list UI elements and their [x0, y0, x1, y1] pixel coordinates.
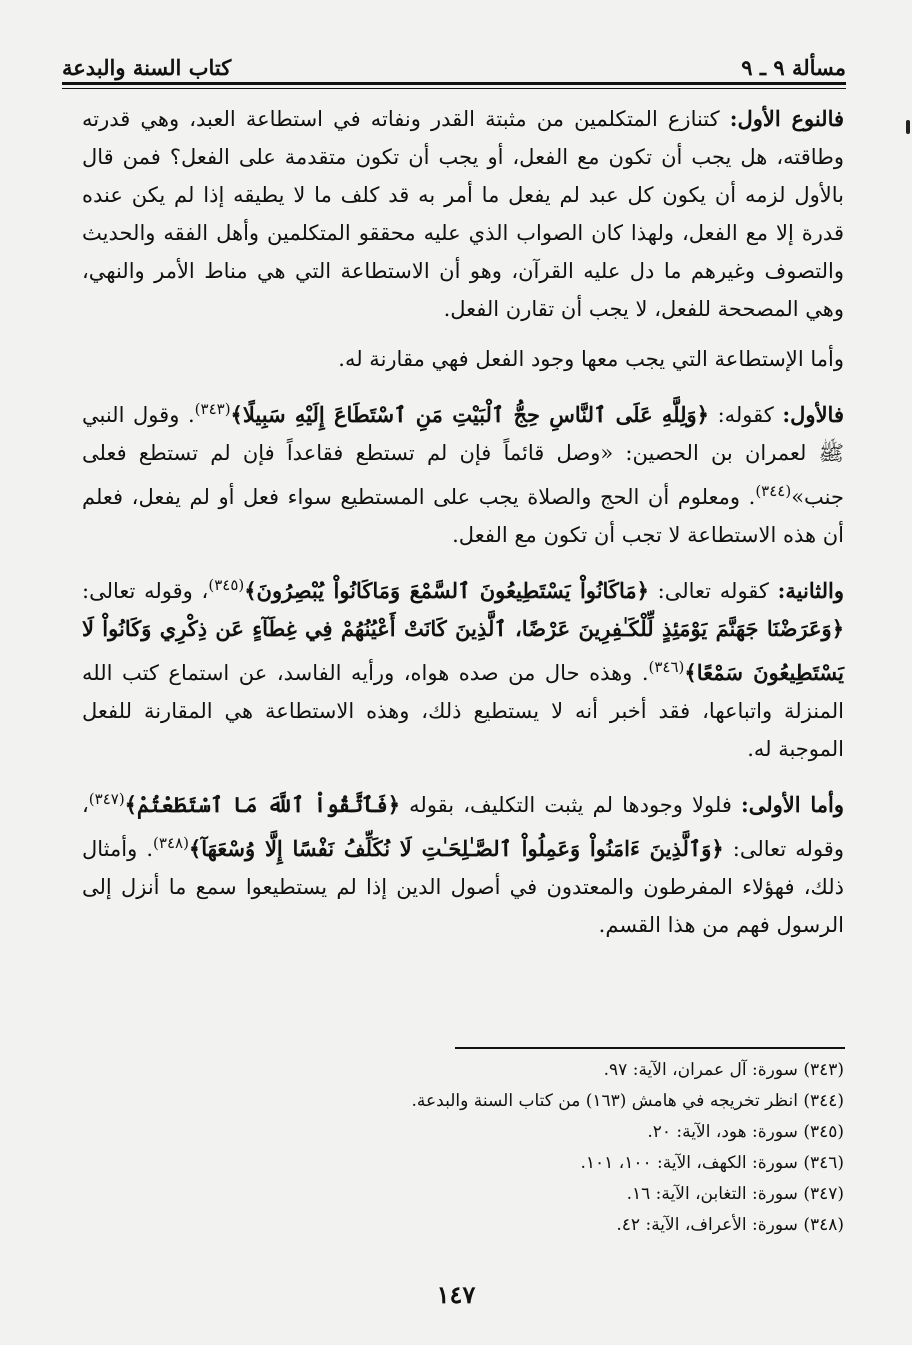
footnote-ref: (٣٤٧): [88, 790, 125, 808]
paragraph-lead: فالنوع الأول:: [729, 106, 845, 131]
quran-verse: ﴿مَاكَانُواْ يَسْتَطِيعُونَ ٱلسَّمْعَ وَمَاكَانُواْ يُبْصِرُونَ﴾: [244, 578, 649, 603]
paragraph-text: . وأمثال ذلك، فهؤلاء المفرطون والمعتدون في أصول الدين إذا لم يستطيعوا سمع ما أنزل إلى الرسول فهم من هذا القسم.: [82, 837, 844, 937]
footnote-item: (٣٤٧) سورة: التغابن، الآية: ١٦.: [626, 1184, 844, 1204]
quran-verse: ﴿وَعَرَضْنَا جَهَنَّمَ يَوْمَئِذٍ لِّلْكَـٰفِرِينَ عَرْضًا، ٱلَّذِينَ كَانَتْ أَعْيُنُهُمْ فِي غِطَآءٍ عَن ذِكْرِي وَكَانُواْ لَا يَسْتَطِيعُونَ سَمْعًا﴾: [82, 616, 845, 685]
footnote-ref: (٣٤٣): [194, 400, 231, 418]
main-text: [82, 100, 844, 944]
footnote-ref: (٣٤٦): [648, 658, 685, 676]
scan-edge-mark: [906, 120, 910, 134]
footnote-ref: (٣٤٨): [153, 834, 189, 852]
quran-verse: ﴿وَٱلَّذِينَ ءَامَنُواْ وَعَمِلُواْ ٱلصَّـٰلِحَـٰتِ لَا نُكَلِّفُ نَفْسًا إِلَّا وُسْعَهَآ﴾: [188, 836, 724, 861]
paragraph-text: ، وقوله تعالى:: [82, 793, 844, 861]
footnote-ref: (٣٤٥): [208, 576, 245, 594]
paragraph-lead: فالأول:: [782, 402, 844, 427]
footnote-divider: [455, 1047, 845, 1049]
quran-verse: ﴿وَلِلَّهِ عَلَى ٱلنَّاسِ حِجُّ ٱلْبَيْتِ مَنِ ٱسْتَطَاعَ إِلَيْهِ سَبِيلًا﴾: [230, 402, 709, 427]
paragraph-text: فلولا وجودها لم يثبت التكليف، بقوله: [400, 793, 741, 817]
footnote-item: (٣٤٤) انظر تخريجه في هامش (١٦٣) من كتاب السنة والبدعة.: [411, 1091, 844, 1111]
running-header: [62, 36, 846, 80]
paragraph-text: . وقول النبي ﷺ لعمران بن الحصين: «وصل قائماً فإن لم تستطع فقاعداً فإن لم تستطع فعلى جنب»: [82, 403, 844, 509]
footnotes: [82, 1055, 844, 1241]
footnote-item: (٣٤٣) سورة: آل عمران، الآية: ٩٧.: [603, 1060, 844, 1080]
quran-verse: ﴿فَٱتَّقُواْ ٱللَّهَ مَا ٱسْتَطَعْتُمْ﴾: [124, 792, 401, 817]
paragraph-third-evidence: [82, 780, 844, 944]
paragraph-text: . وهذه حال من صده هواه، ورأيه الفاسد، عن استماع كتب الله المنزلة واتباعها، فقد أخبر أنه لا يستطيع ذلك، وهذه الاستطاعة هي المقارنة للفعل الموجبة له.: [82, 661, 844, 761]
paragraph-text: كتنازع المتكلمين من مثبتة القدر ونفاته في استطاعة العبد، وهي قدرته وطاقته، هل يجب أن تكون مع الفعل، أو يجب أن تكون متقدمة على الفعل؟ فمن قال بالأول لزمه أن يكون كل عبد لم يفعل ما أمر به قد كلف ما لا يطيقه إذا لم يكن عنده قدرة إلا مع الفعل، ولهذا كان الصواب الذي عليه محققو المتكلمين وأهل الفقه والحديث والتصوف وغيرهم ما دل عليه القرآن، وهو أن الاستطاعة التي هي مناط الأمر والنهي، وهي المصححة للفعل، لا يجب أن تقارن الفعل.: [82, 107, 844, 321]
paragraph-second-evidence: [82, 566, 844, 768]
paragraph-text: ، وقوله تعالى:: [82, 579, 209, 603]
header-divider-thin: [62, 88, 846, 89]
paragraph-lead: وأما الأولى:: [741, 792, 844, 817]
page-number: ١٤٧: [436, 1280, 476, 1309]
footnote-ref: (٣٤٤): [755, 482, 792, 500]
paragraph-text: كقوله:: [708, 403, 783, 427]
footnote-item: (٣٤٥) سورة: هود، الآية: ٢٠.: [647, 1122, 844, 1142]
section-label: مسألة ٩ ـ ٩: [741, 55, 846, 80]
footnote-item: (٣٤٨) سورة: الأعراف، الآية: ٤٢.: [616, 1215, 844, 1235]
paragraph-text: وأما الإستطاعة التي يجب معها وجود الفعل فهي مقارنة له.: [338, 347, 844, 371]
paragraph-text: . ومعلوم أن الحج والصلاة يجب على المستطيع سواء فعل أو لم يفعل، فعلم أن هذه الاستطاعة لا تجب أن تكون مع الفعل.: [82, 485, 844, 547]
book-title: كتاب السنة والبدعة: [62, 55, 232, 80]
paragraph-concomitant: [82, 340, 844, 378]
paragraph-first-type: [82, 100, 844, 328]
footnote-item: (٣٤٦) سورة: الكهف، الآية: ١٠٠، ١٠١.: [580, 1153, 844, 1173]
paragraph-lead: والثانية:: [777, 578, 844, 603]
paragraph-first-evidence: [82, 390, 844, 554]
header-divider: [62, 82, 846, 85]
paragraph-text: كقوله تعالى:: [648, 579, 778, 603]
